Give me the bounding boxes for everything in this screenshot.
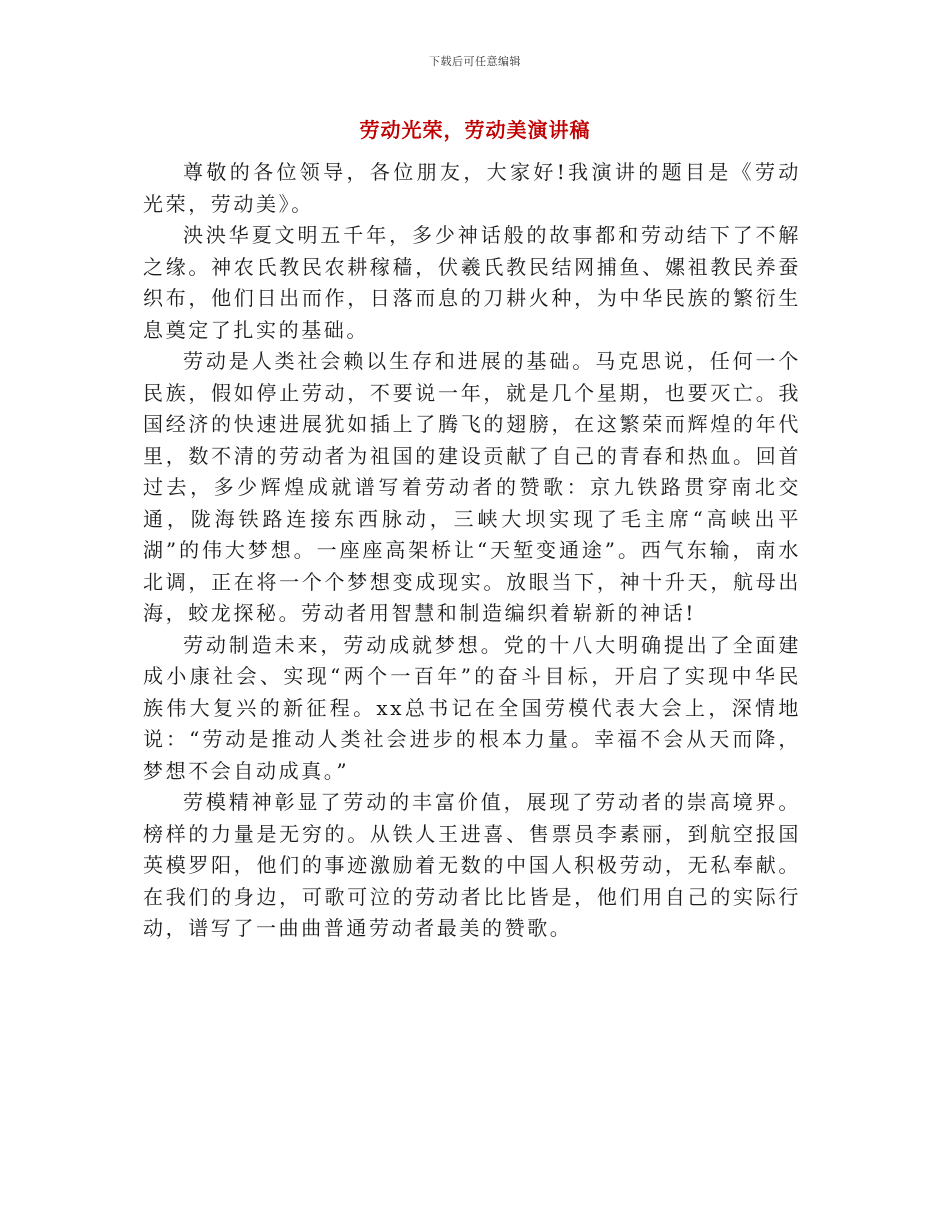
paragraph-history: 泱泱华夏文明五千年，多少神话般的故事都和劳动结下了不解之缘。神农氏教民农耕稼穑，伏羲氏教民结网捕鱼、嫘祖教民养蚕织布，他们日出而作，日落而息的刀耕火种，为中华民族的繁衍生息奠定了扎实的基础。 bbox=[143, 223, 801, 342]
paragraph-role-models: 劳模精神彰显了劳动的丰富价值，展现了劳动者的崇高境界。榜样的力量是无穷的。从铁人王进喜、售票员李素丽，到航空报国英模罗阳，他们的事迹激励着无数的中国人积极劳动，无私奉献。在我们的身边，可歌可泣的劳动者比比皆是，他们用自己的实际行动，谱写了一曲曲普通劳动者最美的赞歌。 bbox=[143, 790, 801, 940]
paragraph-dream: 劳动制造未来，劳动成就梦想。党的十八大明确提出了全面建成小康社会、实现“两个一百年”的奋斗目标，开启了实现中华民族伟大复兴的新征程。xx总书记在全国劳模代表大会上，深情地说：“劳动是推动人类社会进步的根本力量。幸福不会从天而降，梦想不会自动成真。” bbox=[143, 632, 801, 783]
paragraph-foundation: 劳动是人类社会赖以生存和进展的基础。马克思说，任何一个民族，假如停止劳动，不要说一年，就是几个星期，也要灭亡。我国经济的快速进展犹如插上了腾飞的翅膀，在这繁荣而辉煌的年代里，数不清的劳动者为祖国的建设贡献了自己的青春和热血。回首过去，多少辉煌成就谱写着劳动者的赞歌：京九铁路贯穿南北交通，陇海铁路连接东西脉动，三峡大坝实现了毛主席“高峡出平湖”的伟大梦想。一座座高架桥让“天堑变通途”。西气东输，南水北调，正在将一个个梦想变成现实。放眼当下，神十升天，航母出海，蛟龙探秘。劳动者用智慧和制造编织着崭新的神话! bbox=[143, 349, 801, 625]
paragraph-greeting: 尊敬的各位领导，各位朋友，大家好!我演讲的题目是《劳动光荣，劳动美》。 bbox=[143, 160, 801, 216]
document-title: 劳动光荣，劳动美演讲稿 bbox=[359, 118, 591, 142]
page-header-note: 下载后可任意编辑 bbox=[429, 55, 521, 68]
document-body bbox=[143, 157, 801, 945]
